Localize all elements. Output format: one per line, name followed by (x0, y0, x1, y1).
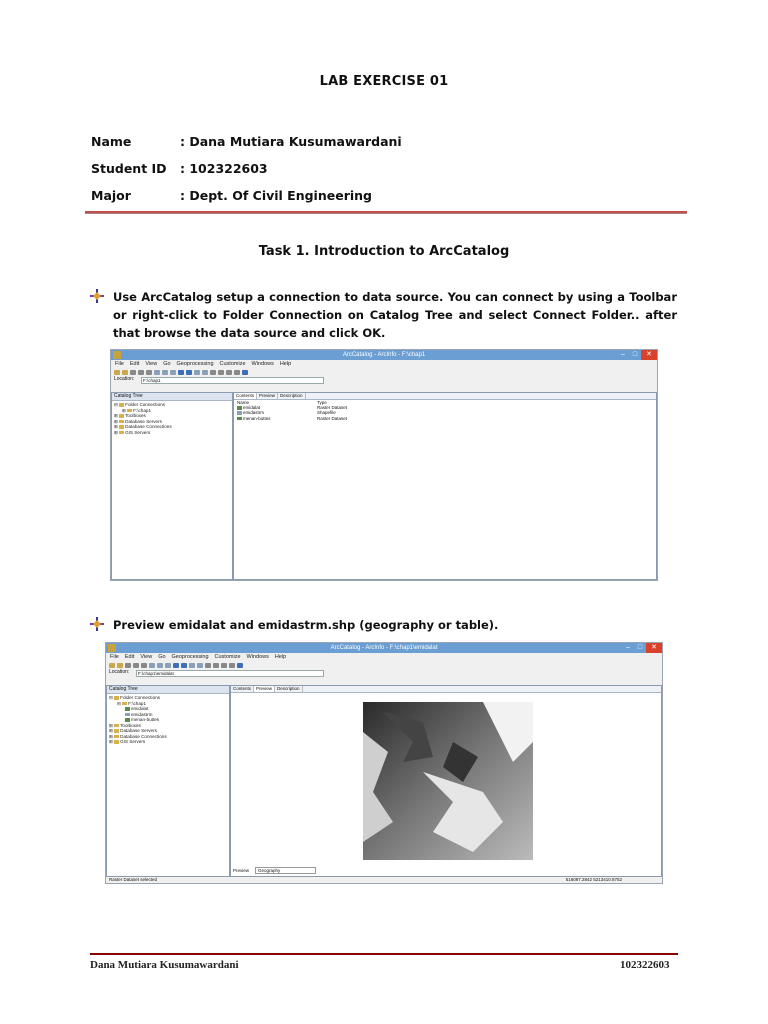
close-icon[interactable]: ✕ (646, 643, 662, 653)
disconnect-folder-icon[interactable] (122, 370, 128, 375)
arctoolbox-icon[interactable] (202, 370, 208, 375)
tree-item[interactable]: ⊞ Toolboxes (114, 413, 146, 418)
menu-go[interactable]: Go (163, 361, 171, 367)
preview-type-select[interactable]: Geography (255, 867, 316, 874)
menu-edit[interactable]: Edit (129, 361, 140, 367)
tab-preview[interactable]: Preview (254, 686, 275, 692)
details-view-icon[interactable] (170, 370, 176, 375)
list-view-icon[interactable] (157, 663, 163, 668)
details-view-icon[interactable] (165, 663, 171, 668)
menu-geoprocessing[interactable]: Geoprocessing (171, 654, 209, 660)
tree-item[interactable]: ⊞ Database Servers (109, 728, 157, 733)
tree-item[interactable]: emidastrm (109, 712, 227, 718)
menu-edit[interactable]: Edit (124, 654, 135, 660)
tab-contents[interactable]: Contents (231, 686, 254, 692)
location-label: Location: (114, 376, 135, 382)
maximize-icon[interactable]: □ (637, 644, 643, 651)
preview-pane (230, 685, 662, 877)
catalog-tree-pane (106, 685, 230, 877)
minimize-icon[interactable]: – (626, 644, 630, 651)
window-titlebar (106, 643, 662, 653)
standard-toolbar (111, 368, 657, 376)
footer-author: Dana Mutiara Kusumawardani (90, 959, 239, 971)
tree-item[interactable]: ⊟ F:\chap1 (117, 700, 147, 706)
location-input[interactable]: F:\chap1\emidalat (136, 670, 324, 677)
minimize-icon[interactable]: – (621, 351, 625, 358)
catalog-tree-header: Catalog Tree (112, 393, 232, 401)
name-value: : Dana Mutiara Kusumawardani (180, 134, 402, 149)
tree-item[interactable]: ⊞ Database Connections (109, 733, 167, 739)
menu-bar (111, 360, 657, 368)
identify-icon[interactable] (237, 663, 243, 668)
task-title: Task 1. Introduction to ArcCatalog (258, 244, 510, 259)
pin-bullet-icon (90, 617, 104, 631)
column-type[interactable]: Type (317, 400, 327, 405)
step-2-text: Preview emidalat and emidastrm.shp (geography or table). (113, 618, 499, 632)
menu-windows[interactable]: Windows (246, 654, 269, 660)
header-divider (85, 211, 687, 214)
window-titlebar (111, 350, 657, 360)
tree-item[interactable]: emidalat (109, 706, 227, 712)
contents-pane (233, 392, 657, 580)
menu-geoprocessing[interactable]: Geoprocessing (176, 361, 214, 367)
pan-icon[interactable] (226, 370, 232, 375)
catalog-window-icon[interactable] (186, 370, 192, 375)
catalog-tree-pane (111, 392, 233, 580)
page-title: LAB EXERCISE 01 (319, 74, 449, 89)
launch-arcmap-icon[interactable] (178, 370, 184, 375)
identify-icon[interactable] (242, 370, 248, 375)
pin-bullet-icon (90, 289, 104, 303)
window-title: ArcCatalog - ArcInfo - F:\chap1\emidalat (330, 645, 438, 651)
tree-item[interactable]: ⊟ Folder Connections (109, 695, 160, 700)
catalog-tree-header: Catalog Tree (107, 686, 229, 694)
catalog-tree (107, 694, 229, 746)
copy-icon[interactable] (130, 370, 136, 375)
zoom-in-icon[interactable] (205, 663, 211, 668)
table-row[interactable]: emidalat Raster Dataset (237, 405, 656, 410)
tab-contents[interactable]: Contents (234, 393, 257, 399)
menu-help[interactable]: Help (279, 361, 292, 367)
name-label: Name (91, 134, 132, 149)
arccatalog-app-icon (113, 351, 121, 359)
dem-raster-preview (363, 702, 533, 860)
coordinate-readout: 516097.2842 5213410.8752 (565, 877, 622, 882)
menu-help[interactable]: Help (274, 654, 287, 660)
connect-folder-icon[interactable] (109, 663, 115, 668)
location-bar (106, 669, 662, 676)
launch-arcmap-icon[interactable] (173, 663, 179, 668)
arccatalog-screenshot-1 (110, 349, 658, 581)
menu-file[interactable]: File (110, 654, 119, 660)
menu-windows[interactable]: Windows (251, 361, 274, 367)
list-view-icon[interactable] (162, 370, 168, 375)
menu-customize[interactable]: Customize (219, 361, 246, 367)
tab-description[interactable]: Description (275, 686, 303, 692)
raster-icon (237, 417, 242, 421)
window-title: ArcCatalog - ArcInfo - F:\chap1 (342, 352, 426, 358)
menu-file[interactable]: File (115, 361, 124, 367)
status-text: Raster Dataset selected (109, 877, 158, 882)
large-icons-icon[interactable] (149, 663, 155, 668)
disconnect-folder-icon[interactable] (117, 663, 123, 668)
zoom-out-icon[interactable] (213, 663, 219, 668)
contents-table (234, 400, 656, 421)
step-1-text: Use ArcCatalog setup a connection to data source. You can connect by using a Toolbar or right-click to Folder Connection on Catalog Tree and select Connect Folder.. after that browse the data source and click OK. (113, 290, 677, 340)
full-extent-icon[interactable] (234, 370, 240, 375)
table-row[interactable]: emidastrm Shapefile (237, 410, 656, 415)
view-tabs (231, 686, 661, 693)
student-id-label: Student ID (91, 161, 167, 176)
location-label: Location: (109, 669, 130, 675)
catalog-window-icon[interactable] (181, 663, 187, 668)
tree-item[interactable]: ⊞ GIS Servers (109, 739, 146, 744)
search-window-icon[interactable] (194, 370, 200, 375)
table-row[interactable]: menan-buttes Raster Dataset (237, 416, 656, 421)
student-id-value: : 102322603 (180, 161, 268, 176)
raster-icon (237, 406, 242, 410)
tree-item[interactable]: ⊞ Database Servers (114, 418, 162, 424)
status-bar (106, 877, 662, 883)
connect-folder-icon[interactable] (114, 370, 120, 375)
full-extent-icon[interactable] (229, 663, 235, 668)
paste-icon[interactable] (133, 663, 139, 668)
major-value: : Dept. Of Civil Engineering (180, 188, 372, 203)
menu-customize[interactable]: Customize (214, 654, 241, 660)
footer-divider (90, 953, 678, 955)
delete-icon[interactable] (141, 663, 147, 668)
menu-view[interactable]: View (145, 361, 158, 367)
close-icon[interactable]: ✕ (641, 350, 657, 360)
arctoolbox-icon[interactable] (197, 663, 203, 668)
catalog-tree (112, 401, 232, 436)
footer-student-id: 102322603 (620, 959, 670, 971)
delete-icon[interactable] (146, 370, 152, 375)
arccatalog-screenshot-2 (105, 642, 663, 884)
pan-icon[interactable] (221, 663, 227, 668)
tab-preview[interactable]: Preview (257, 393, 278, 399)
view-tabs (234, 393, 656, 400)
zoom-out-icon[interactable] (218, 370, 224, 375)
copy-icon[interactable] (125, 663, 131, 668)
location-input[interactable]: F:\chap1 (141, 377, 324, 384)
tab-description[interactable]: Description (278, 393, 306, 399)
tree-item[interactable]: ⊞ Toolboxes (109, 722, 141, 728)
tree-item[interactable]: ⊟ Folder Connections (114, 402, 165, 407)
arccatalog-app-icon (108, 644, 116, 652)
large-icons-icon[interactable] (154, 370, 160, 375)
maximize-icon[interactable]: □ (632, 351, 638, 358)
preview-label: Preview (233, 868, 250, 873)
zoom-in-icon[interactable] (210, 370, 216, 375)
location-bar (111, 376, 657, 383)
shapefile-icon (237, 411, 242, 415)
tree-item[interactable]: menan-buttes (109, 717, 227, 723)
tree-item[interactable]: ⊞ F:\chap1 (122, 407, 152, 413)
tree-item[interactable]: ⊞ Database Connections (114, 424, 172, 429)
tree-item[interactable]: ⊞ GIS Servers (114, 429, 151, 435)
menu-go[interactable]: Go (158, 654, 166, 660)
major-label: Major (91, 188, 131, 203)
menu-view[interactable]: View (140, 654, 153, 660)
column-name[interactable]: Name (237, 400, 250, 405)
standard-toolbar (106, 661, 662, 669)
search-window-icon[interactable] (189, 663, 195, 668)
paste-icon[interactable] (138, 370, 144, 375)
menu-bar (106, 653, 662, 661)
